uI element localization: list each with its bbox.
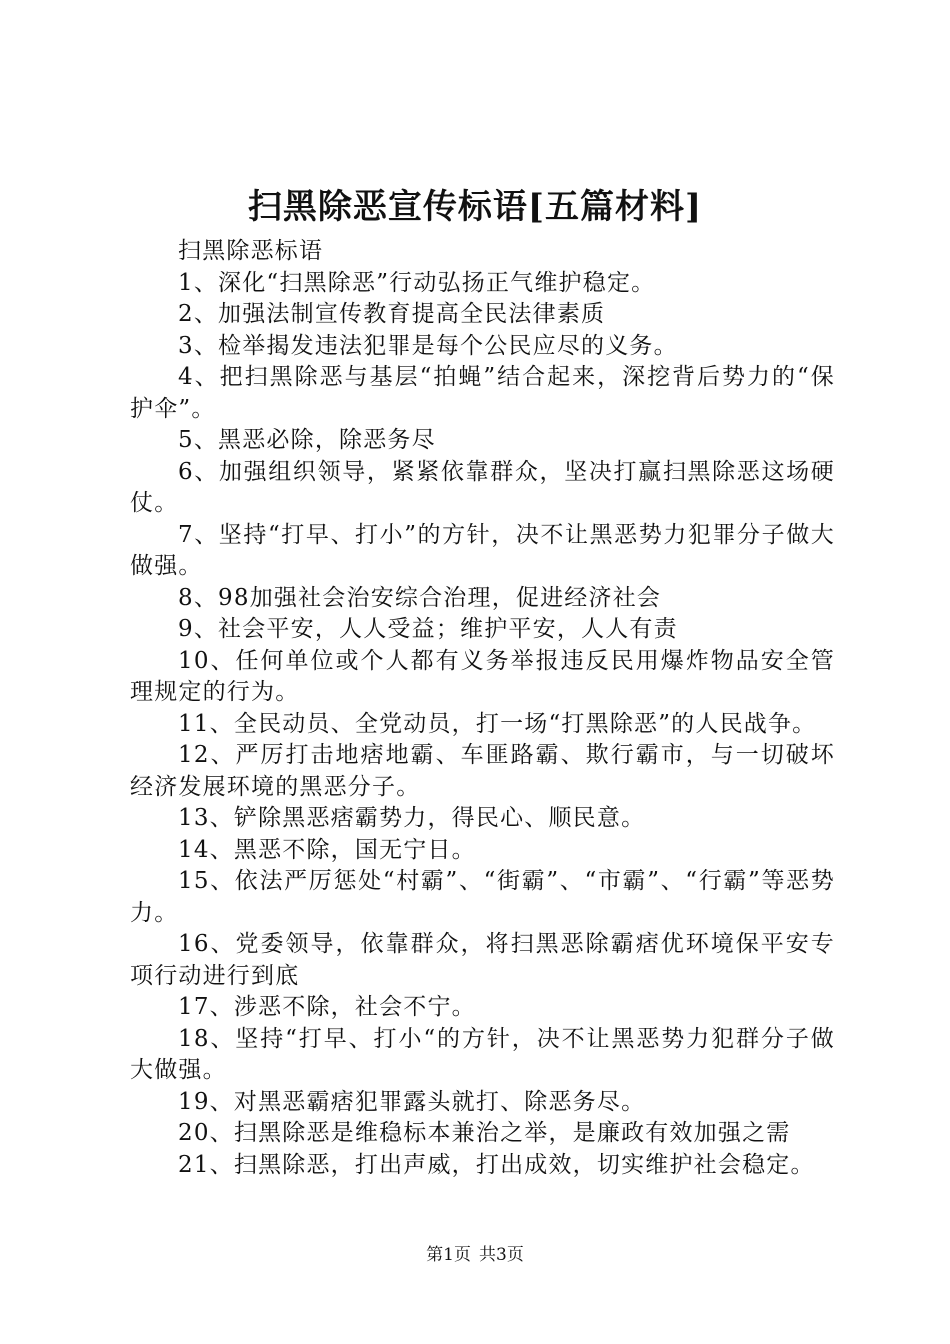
slogan-item: 19、对黑恶霸痞犯罪露头就打、除恶务尽。 bbox=[178, 1088, 646, 1115]
slogan-item: 7、坚持“打早、打小”的方针，决不让黑恶势力犯罪分子做大做强。 bbox=[130, 521, 835, 579]
slogan-item: 18、坚持“打早、打小“的方针，决不让黑恶势力犯群分子做大做强。 bbox=[130, 1025, 835, 1083]
slogan-item: 12、严厉打击地痞地霸、车匪路霸、欺行霸市，与一切破坏经济发展环境的黑恶分子。 bbox=[130, 742, 835, 800]
page-number: 第1页 bbox=[426, 1245, 471, 1265]
slogan-item: 5、黑恶必除，除恶务尽 bbox=[178, 427, 436, 453]
slogan-item: 21、扫黑除恶，打出声威，打出成效，切实维护社会稳定。 bbox=[178, 1151, 815, 1178]
slogan-item: 20、扫黑除恶是维稳标本兼治之举，是廉政有效加强之需 bbox=[178, 1120, 791, 1146]
slogan-item: 11、全民动员、全党动员，打一场“打黑除恶”的人民战争。 bbox=[178, 710, 817, 737]
slogan-item: 14、黑恶不除，国无宁日。 bbox=[178, 836, 476, 863]
slogan-item: 10、任何单位或个人都有义务举报违反民用爆炸物品安全管理规定的行为。 bbox=[130, 647, 835, 705]
slogan-item: 4、把扫黑除恶与基层“拍蝇”结合起来，深挖背后势力的“保护伞”。 bbox=[130, 364, 835, 422]
document-body bbox=[130, 236, 835, 1181]
slogan-item: 8、98加强社会治安综合治理，促进经济社会 bbox=[178, 584, 662, 611]
document-title: 扫黑除恶宣传标语[五篇材料] bbox=[247, 187, 703, 227]
page-total: 共3页 bbox=[479, 1245, 524, 1265]
slogan-item: 9、社会平安，人人受益；维护平安，人人有责 bbox=[178, 616, 678, 642]
slogan-item: 1、深化“扫黑除恶”行动弘扬正气维护稳定。 bbox=[178, 269, 656, 296]
page-footer bbox=[0, 1243, 950, 1267]
slogan-item: 13、铲除黑恶痞霸势力，得民心、顺民意。 bbox=[178, 805, 646, 831]
slogan-item: 16、党委领导，依靠群众，将扫黑恶除霸痞优环境保平安专项行动进行到底 bbox=[130, 931, 835, 989]
subtitle: 扫黑除恶标语 bbox=[178, 238, 324, 264]
slogan-item: 17、涉恶不除，社会不宁。 bbox=[178, 994, 476, 1020]
slogan-item: 3、检举揭发违法犯罪是每个公民应尽的义务。 bbox=[178, 332, 678, 359]
slogan-item: 2、加强法制宣传教育提高全民法律素质 bbox=[178, 301, 606, 327]
slogan-item: 15、依法严厉惩处“村霸”、“街霸”、“市霸”、“行霸”等恶势力。 bbox=[130, 868, 835, 926]
slogan-item: 6、加强组织领导，紧紧依靠群众，坚决打赢扫黑除恶这场硬仗。 bbox=[130, 458, 835, 516]
